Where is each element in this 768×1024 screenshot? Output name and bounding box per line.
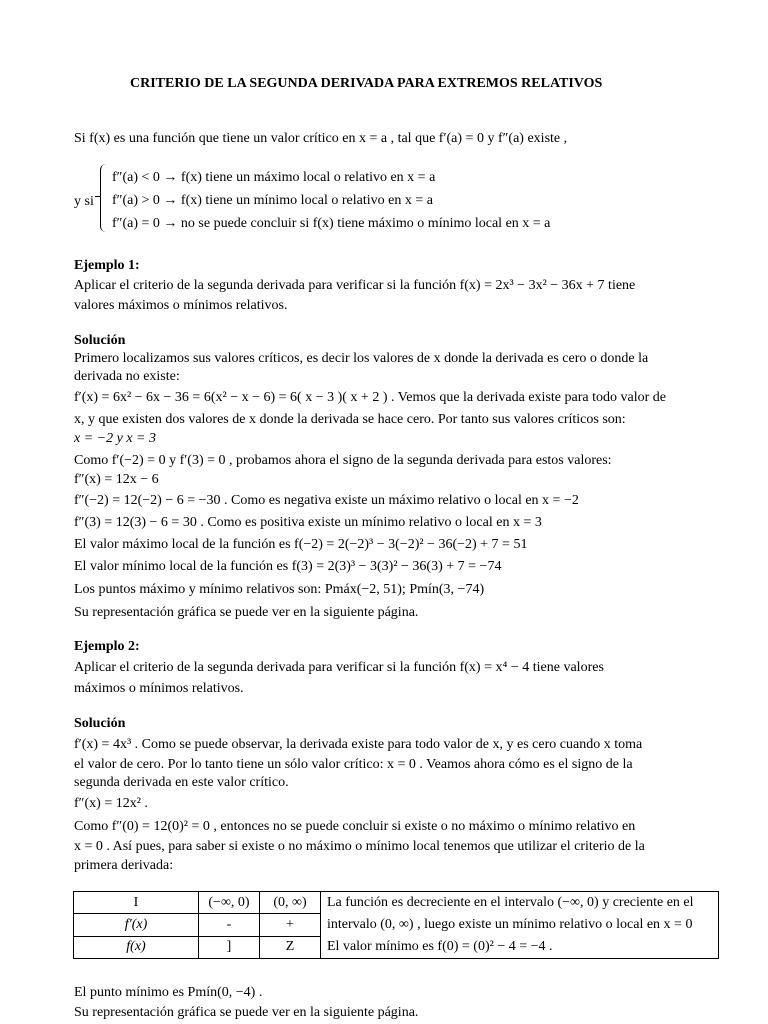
ejemplo2-line: el valor de cero. Por lo tanto tiene un sólo valor crítico: x = 0 . Veamos ahora cómo es el signo de la — [74, 757, 633, 772]
ejemplo1-line: derivada no existe: — [74, 369, 180, 384]
document-title: CRITERIO DE LA SEGUNDA DERIVADA PARA EXTREMOS RELATIVOS — [130, 76, 603, 91]
ejemplo1-line: El valor máximo local de la función es f(−2) = 2(−2)³ − 3(−2)² − 36(−2) + 7 = 51 — [74, 537, 528, 552]
ejemplo1-line: Su representación gráfica se puede ver en la siguiente página. — [74, 605, 419, 620]
table-description-line: El valor mínimo es f(0) = (0)² − 4 = −4 . — [327, 939, 553, 954]
ejemplo2-solucion-heading: Solución — [74, 716, 126, 731]
closing-line: Su representación gráfica se puede ver en la siguiente página. — [74, 1005, 419, 1020]
ejemplo1-line: f′(x) = 6x² − 6x − 36 = 6(x² − x − 6) = 6( x − 3 )( x + 2 ) . Vemos que la derivada existe para todo valor de — [74, 390, 666, 405]
table-cell: f′(x) — [74, 914, 199, 936]
table-description — [321, 892, 719, 959]
table-cell: f(x) — [74, 936, 199, 958]
ejemplo2-line: f″(x) = 12x² . — [74, 796, 148, 811]
ejemplo1-line: Primero localizamos sus valores críticos, es decir los valores de x donde la derivada es cero o donde la — [74, 351, 649, 366]
ejemplo2-statement-2: máximos o mínimos relativos. — [74, 681, 244, 696]
table-cell: (−∞, 0) — [199, 892, 260, 914]
ejemplo2-line: x = 0 . Así pues, para saber si existe o no máximo o mínimo local tenemos que utilizar el criterio de la — [74, 839, 645, 854]
case-positive: f″(a) > 0 → f(x) tiene un mínimo local o relativo en x = a — [112, 193, 433, 208]
ejemplo2-heading: Ejemplo 2: — [74, 639, 140, 654]
ejemplo2-line: segunda derivada en este valor crítico. — [74, 775, 289, 790]
table-cell: I — [74, 892, 199, 914]
case-negative: f″(a) < 0 → f(x) tiene un máximo local o relativo en x = a — [112, 170, 436, 185]
table-cell: - — [199, 914, 260, 936]
ejemplo1-heading: Ejemplo 1: — [74, 258, 140, 273]
table-row — [74, 892, 719, 914]
ejemplo2-line: primera derivada: — [74, 858, 174, 873]
ejemplo1-line: x, y que existen dos valores de x donde la derivada se hace cero. Por tanto sus valores críticos son: — [74, 412, 626, 427]
cases-prefix: y si — [74, 194, 94, 209]
ejemplo1-solucion-heading: Solución — [74, 333, 126, 348]
ejemplo1-statement-2: valores máximos o mínimos relativos. — [74, 298, 288, 313]
table-description-line: intervalo (0, ∞) , luego existe un mínimo relativo o local en x = 0 — [327, 917, 693, 932]
table-cell: Z — [260, 936, 321, 958]
closing-line: El punto mínimo es Pmín(0, −4) . — [74, 985, 263, 1000]
cases-brace — [100, 164, 109, 232]
ejemplo2-line: f′(x) = 4x³ . Como se puede observar, la derivada existe para todo valor de x, y es cero cuando x toma — [74, 737, 643, 752]
ejemplo1-line: f″(x) = 12x − 6 — [74, 472, 159, 487]
ejemplo1-statement-1: Aplicar el criterio de la segunda derivada para verificar si la función f(x) = 2x³ − 3x² − 36x + 7 tiene — [74, 278, 636, 293]
table-cell: + — [260, 914, 321, 936]
intro-line: Si f(x) es una función que tiene un valor crítico en x = a , tal que f′(a) = 0 y f″(a) existe , — [74, 131, 568, 146]
sign-table — [73, 891, 719, 959]
ejemplo1-line: El valor mínimo local de la función es f(3) = 2(3)³ − 3(3)² − 36(3) + 7 = −74 — [74, 559, 502, 574]
ejemplo1-line: f″(3) = 12(3) − 6 = 30 . Como es positiva existe un mínimo relativo o local en x = 3 — [74, 515, 542, 530]
ejemplo2-statement-1: Aplicar el criterio de la segunda derivada para verificar si la función f(x) = x⁴ − 4 tiene valores — [74, 660, 604, 675]
ejemplo1-line: f″(−2) = 12(−2) − 6 = −30 . Como es negativa existe un máximo relativo o local en x = −2 — [74, 493, 579, 508]
ejemplo2-line: Como f″(0) = 12(0)² = 0 , entonces no se puede concluir si existe o no máximo o mínimo relativo en — [74, 819, 636, 834]
table-description-line: La función es decreciente en el intervalo (−∞, 0) y creciente en el — [327, 895, 694, 910]
table-cell: (0, ∞) — [260, 892, 321, 914]
ejemplo1-critical-values: x = −2 y x = 3 — [74, 431, 156, 446]
case-zero: f″(a) = 0 → no se puede concluir si f(x) tiene máximo o mínimo local en x = a — [112, 216, 551, 231]
ejemplo1-line: Como f′(−2) = 0 y f′(3) = 0 , probamos ahora el signo de la segunda derivada para estos valores: — [74, 453, 612, 468]
table-cell: ] — [199, 936, 260, 958]
cases-brace-tip — [95, 196, 101, 197]
ejemplo1-line: Los puntos máximo y mínimo relativos son: Pmáx(−2, 51); Pmín(3, −74) — [74, 582, 485, 597]
